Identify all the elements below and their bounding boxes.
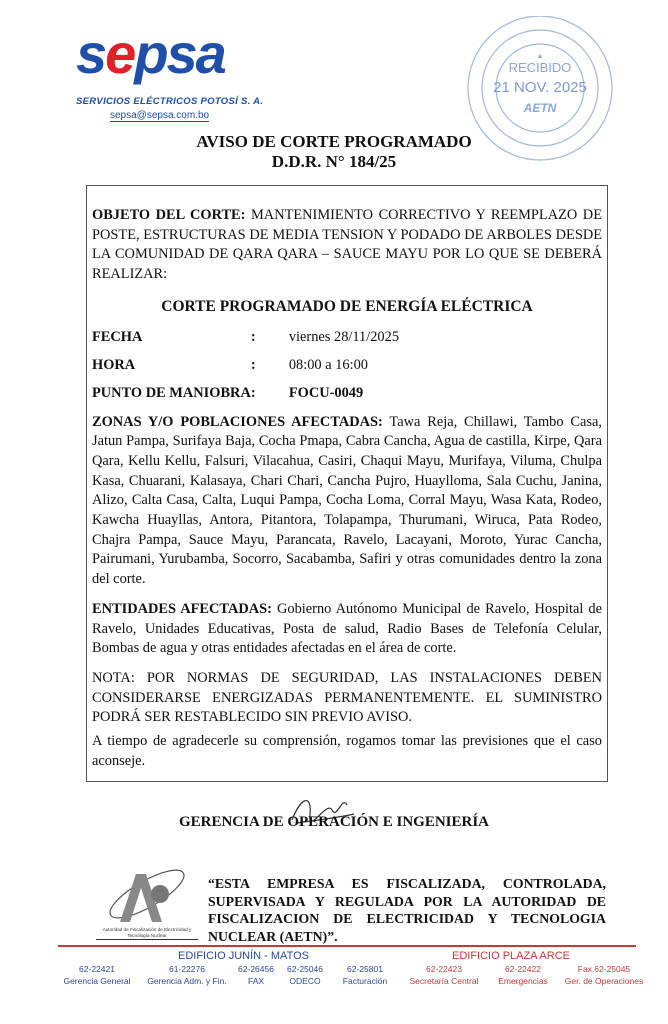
objeto-paragraph [92, 206, 602, 285]
aetn-logo [96, 866, 198, 926]
contact-odeco: 62-25046 ODECO [287, 964, 323, 986]
notice-fields [92, 327, 602, 403]
field-punto-maniobra-value: FOCU-0049 [288, 384, 364, 401]
contact-secretaria: 62-22423 Secretaría Central [409, 964, 479, 986]
document-title: AVISO DE CORTE PROGRAMADO [196, 132, 472, 151]
field-punto-maniobra-sep: : [250, 384, 256, 401]
zonas-label: ZONAS Y/O POBLACIONES AFECTADAS: [92, 413, 383, 430]
contact-ger-operaciones: Fax.62-25045 Ger. de Operaciones [564, 964, 644, 986]
department-signature: GERENCIA DE OPERACIÓN E INGENIERÍA [178, 814, 490, 830]
objeto-text: MANTENIMIENTO CORRECTIVO Y REEMPLAZO DE POSTE, ESTRUCTURAS DE MEDIA TENSION Y PODADO DE ARBOLES DESDE LA COMUNIDAD DE QARA QARA – SAUCE MAYU POR LO QUE SE DEBERÁ REALIZAR: [92, 207, 602, 283]
contact-gerencia-general: 62-22421 Gerencia General [63, 964, 131, 986]
sepsa-logo: sepsa [76, 22, 225, 85]
contact-facturacion: 62-25801 Facturación [342, 964, 388, 986]
building-plaza-arce: EDIFICIO PLAZA ARCE [452, 950, 570, 962]
company-email: sepsa@sepsa.com.bo [110, 110, 210, 121]
notice-box [86, 185, 608, 782]
company-name: SERVICIOS ELÉCTRICOS POTOSÍ S. A. [76, 96, 264, 107]
stamp-org: AETN [523, 101, 557, 115]
objeto-label: OBJETO DEL CORTE: [92, 207, 246, 223]
field-fecha-value: viernes 28/11/2025 [288, 328, 400, 345]
footer-divider [58, 945, 636, 947]
zonas-text: Tawa Reja, Chillawi, Tambo Casa, Jatun Pampa, Surifaya Baja, Cocha Pmapa, Cabra Cancha, Agua de castilla, Kirpe, Qara Qara, Kellu Kellu, Falsuri, Vilacahua, Casiri, Chaqui Mayu, Murifaya, Viluma, Chulpa Kasa, Chuarani, Kalasaya, Chari Chari, Cancha Pujro, Huaylloma, Sala Cuchu, Janina, Alizo, Calta Casa, Calta, Luqui Pampa, Cocha Loma, Corral Mayu, Wasa Kata, Rodeo, Kawcha Huayllas, Antora, Pitantora, Tolapampa, Thurumani, Wiruca, Pata Rodeo, Chajra Pampa, Sauce Mayu, Parancata, Ravelo, Lacayani, Moroto, Yurac Cancha, Pairumani, Yurubamba, Socorro, Sacabamba, Safiri y otras comunidades dentro la zona del corte. [92, 413, 602, 588]
stamp-date: 21 NOV. 2025 [493, 79, 587, 96]
contact-emergencias: 62-22422 Emergencias [498, 964, 548, 986]
field-fecha-sep: : [250, 328, 256, 345]
stamp-label: RECIBIDO [508, 60, 572, 75]
field-hora-label: HORA [92, 356, 136, 373]
field-hora-sep: : [250, 356, 256, 373]
field-hora-value: 08:00 a 16:00 [288, 356, 368, 373]
field-punto-maniobra-label: PUNTO DE MANIOBRA [92, 384, 251, 401]
contact-gerencia-adm: 61-22276 Gerencia Adm. y Fin. [147, 964, 227, 986]
contact-fax: 62-26456 FAX [238, 964, 274, 986]
notice-subheading: CORTE PROGRAMADO DE ENERGÍA ELÉCTRICA [161, 297, 533, 315]
closing-text: A tiempo de agradecerle su comprensión, rogamos tomar las previsiones que el caso aconseje. [92, 733, 602, 769]
safety-note: NOTA: POR NORMAS DE SEGURIDAD, LAS INSTALACIONES DEBEN CONSIDERARSE ENERGIZADAS PERMANENTEMENTE. EL SUMINISTRO PODRÁ SER RESTABLECIDO SIN PREVIO AVISO. [92, 669, 602, 726]
document-number: D.D.R. N° 184/25 [271, 152, 397, 171]
entidades-paragraph [92, 600, 602, 659]
aetn-caption: Autoridad de Fiscalización de Electricidad y Tecnología Nuclear [96, 927, 198, 940]
regulator-statement: “ESTA EMPRESA ES FISCALIZADA, CONTROLADA, SUPERVISADA Y REGULADA POR LA AUTORIDAD DE FISCALIZACION DE ELECTRICIDAD Y TECNOLOGIA NUCLEAR (AETN)”. [208, 876, 606, 944]
entidades-label: ENTIDADES AFECTADAS: [92, 600, 272, 617]
field-fecha-label: FECHA [92, 328, 143, 345]
zonas-paragraph [92, 413, 602, 590]
svg-text:▲: ▲ [536, 53, 544, 60]
entidades-text: Gobierno Autónomo Municipal de Ravelo, Hospital de Ravelo, Unidades Educativas, Posta de salud, Radio Bases de Telefonía Celular, Bombas de agua y otras entidades afectadas en el área de corte. [92, 600, 602, 657]
building-junin-matos: EDIFICIO JUNÍN - MATOS [178, 950, 309, 962]
